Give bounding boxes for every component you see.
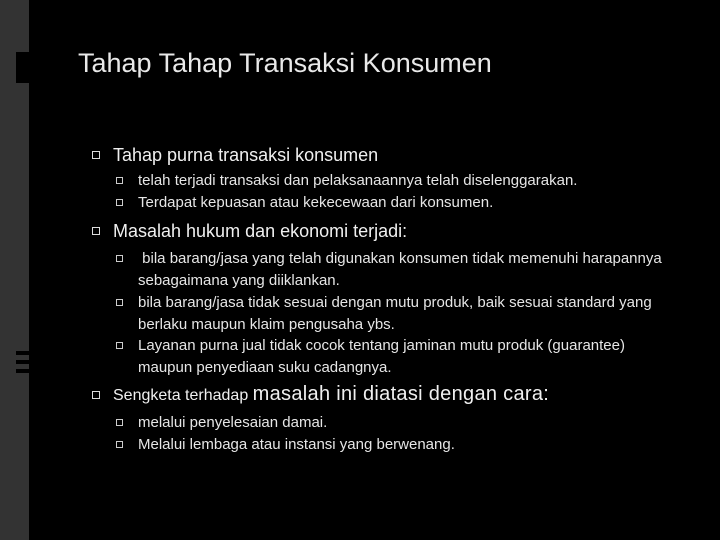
list-item: Layanan purna jual tidak cocok tentang jaminan mutu produk (guarantee) maupun penyediaan suku cadangnya.	[138, 337, 625, 376]
square-bullet-icon	[116, 299, 123, 306]
square-bullet-icon	[92, 151, 100, 159]
square-bullet-icon	[92, 227, 100, 235]
section-heading-part: Sengketa terhadap	[113, 387, 253, 404]
list-item: melalui penyelesaian damai.	[138, 414, 328, 431]
square-bullet-icon	[116, 199, 123, 206]
section-heading: Tahap purna transaksi konsumen	[113, 145, 379, 165]
section-heading-part: masalah ini diatasi dengan cara:	[252, 383, 550, 405]
square-bullet-icon	[116, 342, 123, 349]
list-item: Terdapat kepuasan atau kekecewaan dari konsumen.	[138, 194, 494, 211]
square-bullet-icon	[116, 177, 123, 184]
square-bullet-icon	[116, 419, 123, 426]
section-heading	[113, 383, 549, 406]
section-heading: Masalah hukum dan ekonomi terjadi:	[113, 221, 408, 241]
square-bullet-icon	[116, 255, 123, 262]
slide-title: Tahap Tahap Transaksi Konsumen	[78, 48, 492, 78]
square-bullet-icon	[116, 441, 123, 448]
list-item: Melalui lembaga atau instansi yang berwenang.	[138, 436, 455, 453]
list-item: bila barang/jasa tidak sesuai dengan mutu produk, baik sesuai standard yang berlaku maupun klaim pengusaha ybs.	[138, 294, 652, 333]
list-item: bila barang/jasa yang telah digunakan konsumen tidak memenuhi harapannya sebagaimana yang diiklankan.	[138, 250, 666, 289]
square-bullet-icon	[92, 391, 100, 399]
list-item: telah terjadi transaksi dan pelaksanaannya telah diselenggarakan.	[138, 172, 578, 189]
